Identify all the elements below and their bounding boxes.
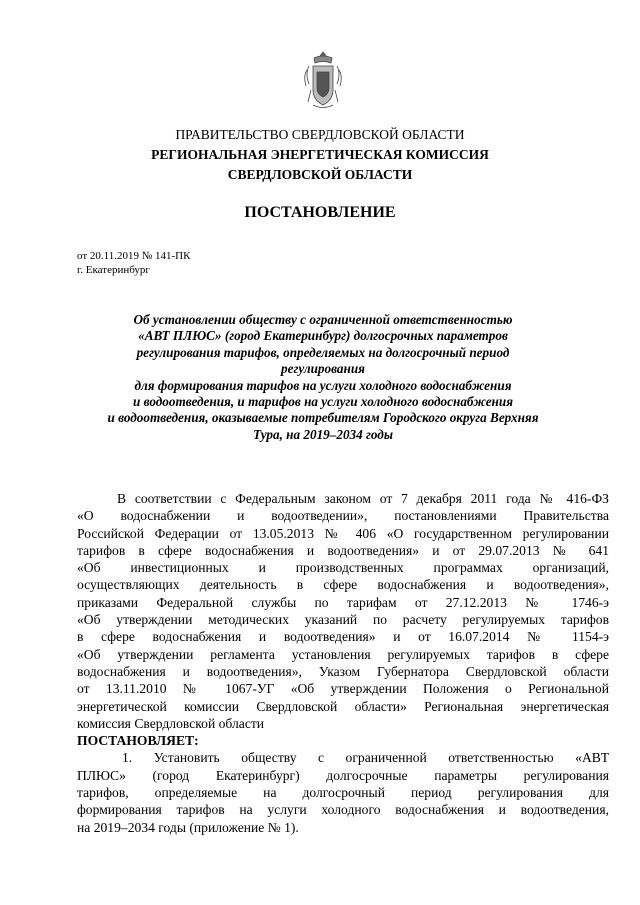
coat-of-arms-icon <box>303 50 343 112</box>
preamble-line: энергетической комиссии Свердловской области» Региональная энергетическая <box>77 698 609 714</box>
title-line: Тура, на 2019–2034 годы <box>252 426 394 442</box>
preamble-line: «Об инвестиционных и производственных программах организаций, <box>77 560 609 576</box>
preamble-line: «О водоснабжении и водоотведении», постановлениями Правительства <box>77 508 609 524</box>
preamble-line: «Об утверждении методических указаний по расчету регулируемых тарифов <box>77 612 609 628</box>
document-city: г. Екатеринбург <box>77 264 150 276</box>
document-title <box>80 312 566 443</box>
title-line: регулирования тарифов, определяемых на долгосрочный период <box>136 344 510 360</box>
resolves-heading: ПОСТАНОВЛЯЕТ: <box>77 733 199 749</box>
commission-name: РЕГИОНАЛЬНАЯ ЭНЕРГЕТИЧЕСКАЯ КОМИССИЯ <box>151 147 489 162</box>
preamble-line: от 13.11.2010 № 1067-УГ «Об утверждении Положения о Региональной <box>77 681 609 697</box>
item-line: формирования тарифов на услуги холодного водоснабжения и водоотведения, <box>77 802 609 818</box>
preamble-line: осуществляющих деятельность в сфере водоснабжения и водоотведения», <box>77 577 609 593</box>
document-body <box>77 490 609 836</box>
region-name: СВЕРДЛОВСКОЙ ОБЛАСТИ <box>227 167 413 182</box>
preamble-line: В соответствии с Федеральным законом от 7 декабря 2011 года № 416-ФЗ <box>117 491 609 506</box>
item-line: 1. Установить обществу с ограниченной ответственностью «АВТ <box>122 750 609 766</box>
preamble-line: комиссия Свердловской области <box>77 715 265 731</box>
preamble-line: «Об утверждении регламента установления регулируемых тарифов в сфере <box>77 646 609 662</box>
document-type-heading: ПОСТАНОВЛЕНИЕ <box>244 204 396 221</box>
preamble-line: в сфере водоснабжения и водоотведения» и от 16.07.2014 № 1154-э <box>77 629 609 645</box>
preamble-line: водоснабжения и водоотведения», Указом Губернатора Свердловской области <box>77 663 609 679</box>
item-line: тарифов, определяемые на долгосрочный период регулирования для <box>77 785 609 801</box>
title-line: для формирования тарифов на услуги холодного водоснабжения <box>134 377 512 393</box>
preamble-line: тарифов в сфере водоснабжения и водоотведения» и от 29.07.2013 № 641 <box>77 542 609 558</box>
title-line: и водоотведения, и тарифов на услуги холодного водоснабжения <box>132 394 513 410</box>
title-line: «АВТ ПЛЮС» (город Екатеринбург) долгосрочных параметров <box>138 328 508 344</box>
item-line: ПЛЮС» (город Екатеринбург) долгосрочные параметры регулирования <box>77 767 609 783</box>
item-line: на 2019–2034 годы (приложение № 1). <box>77 819 299 835</box>
preamble-line: Российской Федерации от 13.05.2013 № 406 «О государственном регулировании <box>77 525 609 541</box>
title-line: Об установлении обществу с ограниченной ответственностью <box>133 312 513 327</box>
document-date-number: от 20.11.2019 № 141-ПК <box>77 250 191 262</box>
title-line: регулирования <box>281 361 365 377</box>
government-name: ПРАВИТЕЛЬСТВО СВЕРДЛОВСКОЙ ОБЛАСТИ <box>175 127 465 142</box>
preamble-line: приказами Федеральной службы по тарифам от 27.12.2013 № 1746-э <box>77 594 609 610</box>
title-line: и водоотведения, оказываемые потребителям Городского округа Верхняя <box>107 410 539 426</box>
